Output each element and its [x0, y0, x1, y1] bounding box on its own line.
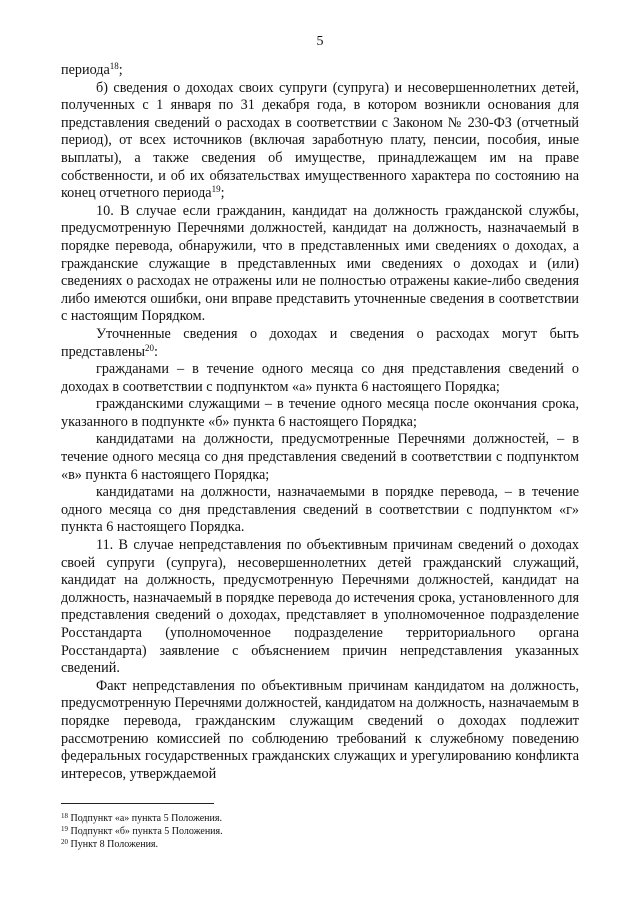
paragraph-civil-servants	[61, 396, 579, 431]
footnote-ref: 18	[109, 61, 119, 71]
footnote-ref: 20	[145, 342, 154, 353]
footnote-text: Пункт 8 Положения.	[70, 839, 159, 850]
paragraph-text: 10. В случае если гражданин, кандидат на должность гражданской службы, предусмотренную Перечнями должностей, кандидат на должность, назначаемый в порядке перевода, обнаружили, что в представленных ими сведениях о доходах, а гражданские служащие в представленных ими сведениях о доходах и (или) сведениях о расходах не отражены или не полностью отражены какие-либо сведения либо имеются ошибки, они вправе представить уточненные сведения в соответствии с настоящим Порядком.	[61, 202, 579, 325]
paragraph-text: гражданами – в течение одного месяца со дня представления сведений о доходах в соответствии с подпунктом «а» пункта 6 настоящего Порядка;	[61, 361, 579, 395]
paragraph-section-11	[61, 537, 579, 678]
footnote-number: 20	[61, 838, 68, 846]
footnote-separator	[61, 803, 214, 804]
paragraph-text: периода	[61, 62, 110, 78]
paragraph-text: Факт непредставления по объективным причинам кандидатом на должность, предусмотренную Перечнями должностей, кандидатом на должность, назначаемым в порядке перевода, гражданским служащим сведений о доходах подлежит рассмотрению комиссией по соблюдению требований к служебному поведению федеральных государственных гражданских служащих и урегулированию конфликта интересов, утверждаемой	[61, 677, 579, 782]
footnote-item	[61, 838, 561, 851]
paragraph-punctuation: ;	[220, 185, 225, 202]
paragraph-punctuation: ;	[118, 62, 123, 78]
paragraph-item-b	[61, 80, 579, 203]
footnotes	[61, 812, 561, 851]
paragraph-punctuation: :	[154, 343, 158, 360]
paragraph-text: кандидатами на должности, назначаемыми в порядке перевода, – в течение одного месяца со дня представления сведений в соответствии с подпунктом «г» пункта 6 настоящего Порядка.	[61, 484, 579, 536]
paragraph-text: кандидатами на должности, предусмотренные Перечнями должностей, – в течение одного месяца со дня представления сведений в соответствии с подпунктом «в» пункта 6 настоящего Порядка;	[61, 431, 579, 483]
footnote-text: Подпункт «б» пункта 5 Положения.	[70, 826, 223, 837]
footnote-item	[61, 825, 561, 838]
paragraph-citizens	[61, 361, 579, 396]
paragraph-text: б) сведения о доходах своих супруги (супруга) и несовершеннолетних детей, полученных с 1 января по 31 декабря года, в котором возникли основания для представления сведений о расходах в соответствии с Законом № 230-ФЗ (отчетный период), от всех источников (включая заработную плату, пенсии, пособия, иные выплаты), а также сведения об имуществе, принадлежащем им на праве собственности, и об их обязательствах имущественного характера по состоянию на конец отчетного периода	[61, 79, 579, 202]
paragraph-text: гражданскими служащими – в течение одного месяца после окончания срока, указанного в подпункте «б» пункта 6 настоящего Порядка;	[61, 396, 579, 430]
footnote-text: Подпункт «а» пункта 5 Положения.	[70, 813, 222, 824]
footnote-ref: 19	[211, 184, 221, 195]
paragraph-transfer-candidates	[61, 484, 579, 537]
footnote-number: 19	[61, 825, 68, 833]
paragraph-candidates	[61, 431, 579, 484]
document-body	[61, 62, 579, 783]
paragraph-section-10	[61, 203, 579, 326]
paragraph-fact	[61, 678, 579, 784]
paragraph-updated-info	[61, 326, 579, 361]
paragraph-text: Уточненные сведения о доходах и сведения о расходах могут быть представлены	[61, 325, 579, 360]
footnote-item	[61, 812, 561, 825]
footnote-number: 18	[61, 812, 68, 820]
page-number: 5	[316, 34, 324, 49]
paragraph-text: 11. В случае непредставления по объективным причинам сведений о доходах своей супруги (супруга), несовершеннолетних детей гражданский служащий, кандидат на должность, предусмотренную Перечнями должностей, кандидат на должность, назначаемый в порядке перевода до истечения срока, установленного для представления сведений о доходах, представляет в уполномоченное подразделение Росстандарта (уполномоченное подразделение территориального органа Росстандарта) заявление с объяснением причин непредставления указанных сведений.	[61, 537, 579, 677]
paragraph-continuation	[61, 62, 579, 80]
